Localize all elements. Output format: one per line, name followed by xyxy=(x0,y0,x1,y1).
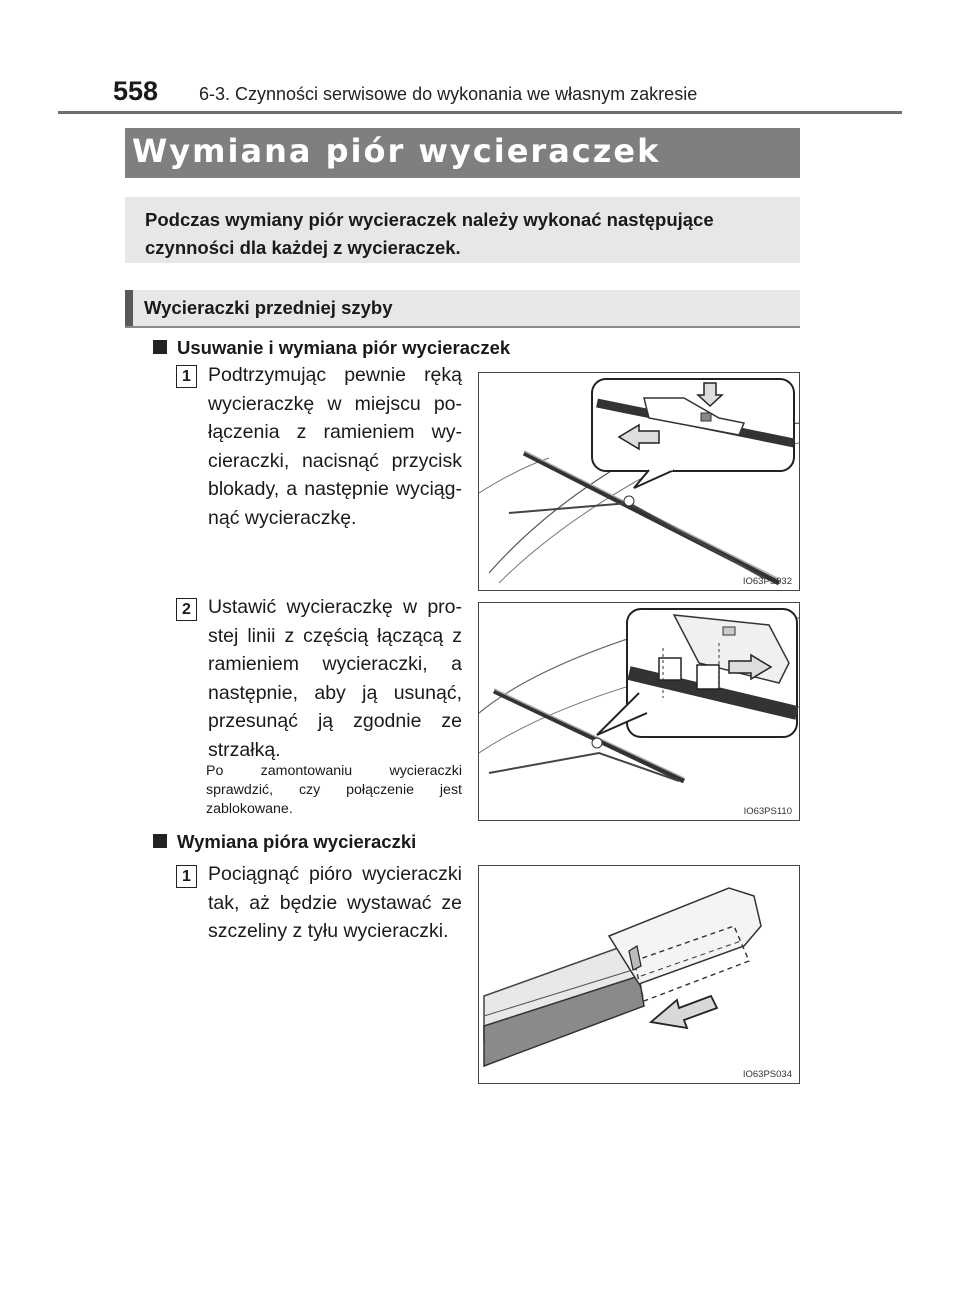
intro-text: Podczas wymiany piór wycieraczek należy wykonać następujące czynności dla każdej z wycieraczek. xyxy=(145,209,714,258)
step-note-2: Po zamontowaniu wycieraczki sprawdzić, czy połączenie jest zablokowane. xyxy=(206,763,462,817)
subsection-heading-text: Wymiana pióra wycieraczki xyxy=(177,831,417,852)
header-divider xyxy=(58,111,902,114)
figure-wiper-release xyxy=(478,372,800,591)
figure-code: IO63PS034 xyxy=(742,1069,792,1080)
page-title-bar xyxy=(125,128,800,178)
figure-wiper-slide xyxy=(478,602,800,821)
figure-code: IO63PS110 xyxy=(743,806,792,817)
step-text-1: Podtrzymując pewnie ręką wycieraczkę w miejscu po-łączenia z ramieniem wy-cieraczki, nacisnąć przycisk blokady, a następnie wyciąg-nąć wycieraczkę. xyxy=(208,364,462,529)
figure-blade-pull xyxy=(478,865,800,1084)
section-heading: Wycieraczki przedniej szyby xyxy=(144,297,393,318)
page-title: Wymiana piór wycieraczek xyxy=(132,132,661,170)
figure-code: IO63PS032 xyxy=(742,576,792,587)
subsection-heading-text: Usuwanie i wymiana piór wycieraczek xyxy=(177,337,511,358)
intro-box xyxy=(125,197,800,263)
section-heading-bar xyxy=(125,290,800,327)
step-badge-blade-1: 1 xyxy=(176,865,197,888)
chapter-title: 6-3. Czynności serwisowe do wykonania we własnym zakresie xyxy=(199,84,698,104)
subsection-heading-blade xyxy=(153,831,416,853)
black-square-icon xyxy=(153,340,167,354)
wiper-release-illustration xyxy=(479,373,800,591)
wiper-slide-illustration xyxy=(479,603,800,821)
step-text-2: Ustawić wycieraczkę w pro-stej linii z częścią łączącą z ramieniem wycieraczki, a następnie, aby ją usunąć, przesunąć ją zgodnie ze strzałką. xyxy=(208,596,462,761)
step-text-blade-1: Pociągnąć pióro wycieraczki tak, aż będzie wystawać ze szczeliny z tyłu wycieraczki. xyxy=(208,863,462,942)
subsection-heading-removal xyxy=(153,337,510,359)
black-square-icon xyxy=(153,834,167,848)
section-divider xyxy=(125,326,800,328)
step-badge-2: 2 xyxy=(176,598,197,621)
section-accent xyxy=(125,290,133,327)
page-number: 558 xyxy=(113,76,159,106)
step-badge-1: 1 xyxy=(176,365,197,388)
blade-pull-illustration xyxy=(479,866,800,1084)
